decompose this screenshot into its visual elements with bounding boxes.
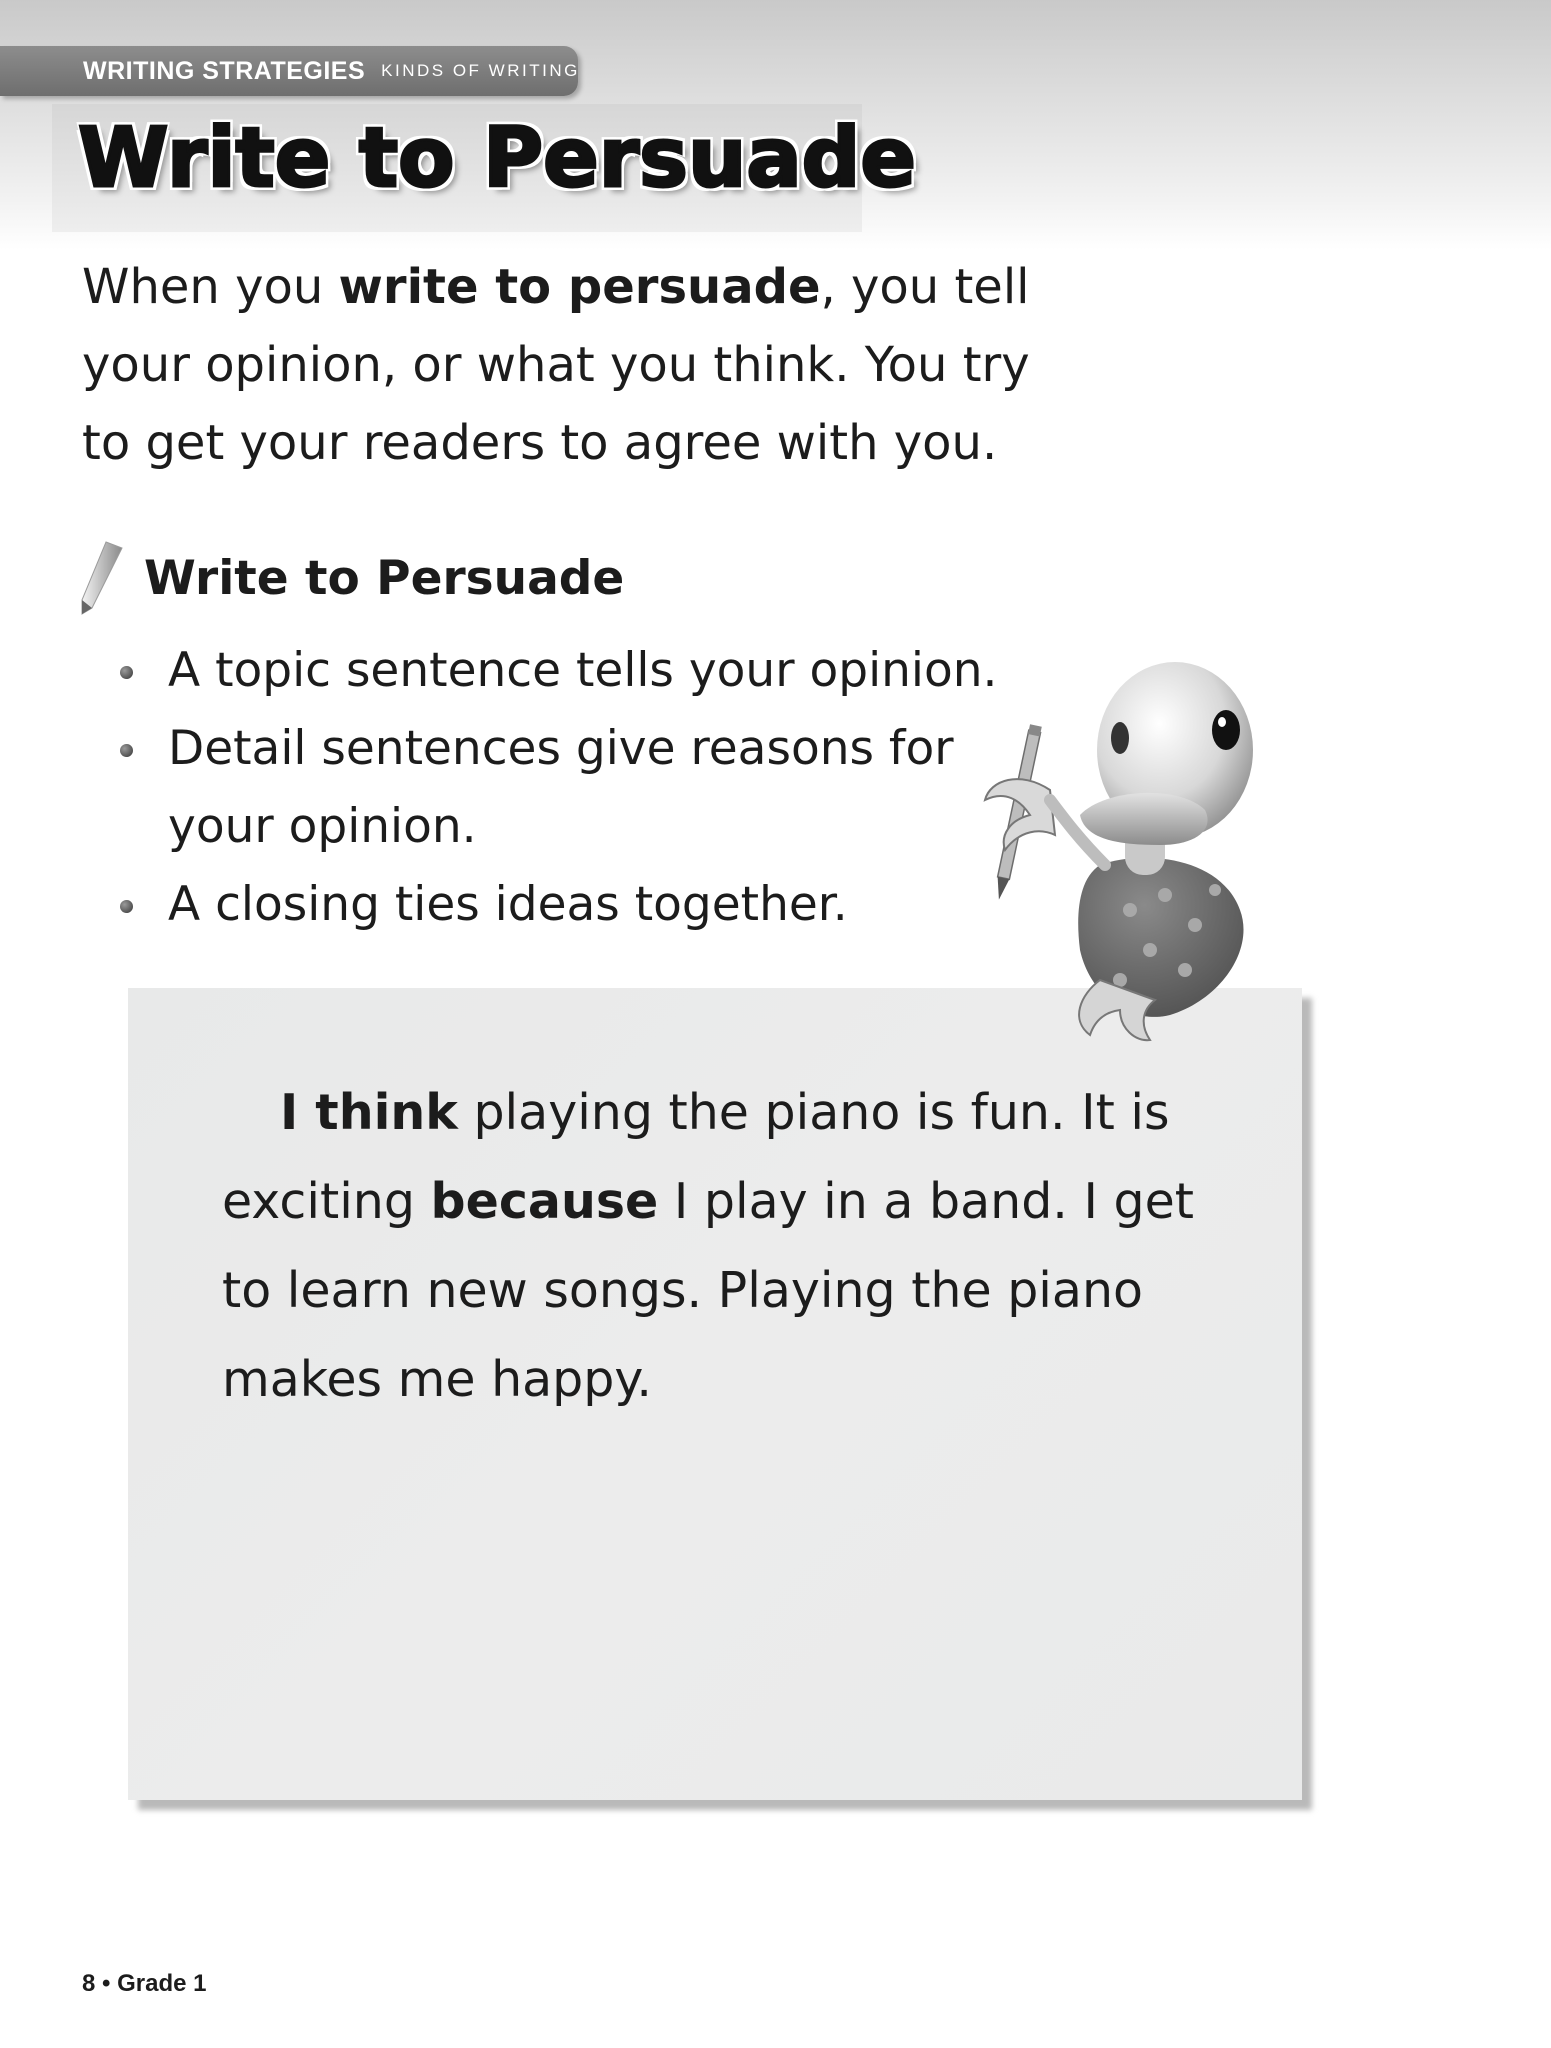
bullet-text: Detail sentences give reasons for <box>168 721 954 776</box>
page-footer <box>82 1970 207 1998</box>
bullet-icon <box>120 666 133 679</box>
subsection-label: KINDS OF WRITING <box>381 61 580 80</box>
cartoon-bird-icon <box>930 650 1320 1050</box>
section-tab <box>0 46 578 96</box>
bullet-text: your opinion. <box>168 799 477 854</box>
example-line-3: to learn new songs. Playing the piano <box>222 1262 1143 1319</box>
intro-line-2: your opinion, or what you think. You try <box>82 337 1030 393</box>
page-title: Write to Persuade <box>78 111 916 206</box>
example-bold-2: because <box>430 1173 659 1230</box>
bullet-icon <box>120 900 133 913</box>
example-line-4: makes me happy. <box>222 1351 652 1408</box>
pencil-icon <box>76 538 130 618</box>
example-text-3: I play in a band. I get <box>658 1173 1194 1230</box>
footer-separator: • <box>95 1970 118 1997</box>
example-bold-1: I think <box>280 1084 458 1141</box>
tips-heading: Write to Persuade <box>144 551 625 606</box>
bullet-icon <box>120 744 133 757</box>
page-number: 8 <box>82 1970 96 1997</box>
bullet-text: A topic sentence tells your opinion. <box>168 643 998 698</box>
intro-paragraph <box>82 248 1082 482</box>
example-text-2: exciting <box>222 1173 431 1230</box>
list-item <box>120 866 1068 944</box>
intro-text-2: , you tell <box>820 259 1030 315</box>
section-label: WRITING STRATEGIES <box>83 56 366 85</box>
intro-line-3: to get your readers to agree with you. <box>82 415 998 471</box>
list-item-continuation <box>120 788 1068 866</box>
intro-text-1: When you <box>82 259 339 315</box>
intro-bold-term: write to persuade <box>338 259 821 315</box>
example-paragraph <box>222 1068 1222 1424</box>
list-item <box>120 710 1068 788</box>
tips-list <box>120 632 1068 944</box>
bullet-text: A closing ties ideas together. <box>168 877 848 932</box>
list-item <box>120 632 1068 710</box>
example-text-1: playing the piano is fun. It is <box>457 1084 1170 1141</box>
grade-label: Grade 1 <box>117 1970 207 1997</box>
